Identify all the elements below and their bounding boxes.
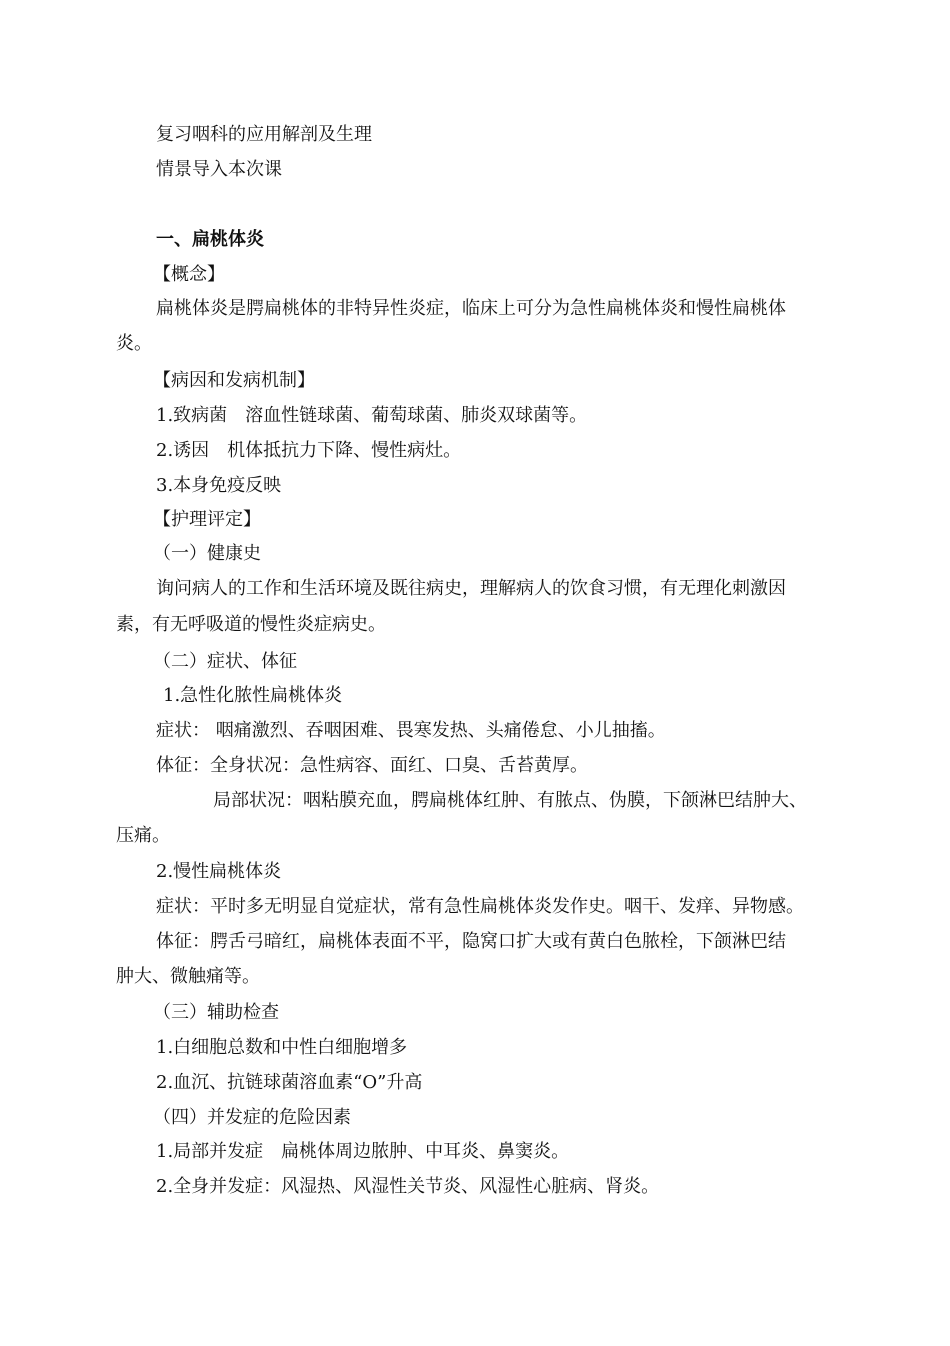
review-line: 复习咽科的应用解剖及生理: [156, 124, 372, 145]
etiology-label: 【病因和发病机制】: [153, 370, 315, 391]
complications-item-2: 2.全身并发症：风湿热、风湿性关节炎、风湿性心脏病、肾炎。: [156, 1176, 660, 1197]
etiology-item-2: 2.诱因 机体抵抗力下降、慢性病灶。: [156, 440, 462, 461]
acute-local: 局部状况：咽粘膜充血，腭扁桃体红肿、有脓点、伪膜，下颌淋巴结肿大、: [213, 790, 807, 811]
auxiliary-item-1: 1.白细胞总数和中性白细胞增多: [156, 1037, 408, 1058]
chronic-symptom: 症状：平时多无明显自觉症状，常有急性扁桃体炎发作史。咽干、发痒、异物感。: [156, 896, 804, 917]
complications-title: （四）并发症的危险因素: [153, 1107, 351, 1128]
lead-in-line: 情景导入本次课: [156, 159, 282, 180]
chronic-title: 2.慢性扁桃体炎: [156, 861, 282, 882]
auxiliary-title: （三）辅助检查: [153, 1002, 279, 1023]
section-heading: 一、扁桃体炎: [156, 229, 264, 250]
auxiliary-item-2: 2.血沉、抗链球菌溶血素“O”升高: [156, 1072, 423, 1093]
acute-title: 1.急性化脓性扁桃体炎: [163, 685, 343, 706]
symptoms-title: （二）症状、体征: [153, 651, 297, 672]
acute-symptom: 症状： 咽痛激烈、吞咽困难、畏寒发热、头痛倦怠、小儿抽搐。: [156, 720, 666, 741]
complications-item-1: 1.局部并发症 扁桃体周边脓肿、中耳炎、鼻窦炎。: [156, 1141, 570, 1162]
acute-sign: 体征：全身状况：急性病容、面红、口臭、舌苔黄厚。: [156, 755, 588, 776]
health-history-text-cont: 素，有无呼吸道的慢性炎症病史。: [116, 614, 386, 635]
concept-text: 扁桃体炎是腭扁桃体的非特异性炎症，临床上可分为急性扁桃体炎和慢性扁桃体: [156, 298, 786, 319]
health-history-text: 询问病人的工作和生活环境及既往病史，理解病人的饮食习惯，有无理化刺激因: [156, 578, 786, 599]
chronic-sign-cont: 肿大、微触痛等。: [116, 966, 260, 987]
etiology-item-3: 3.本身免疫反映: [156, 475, 282, 496]
health-history-title: （一）健康史: [153, 543, 261, 564]
acute-local-cont: 压痛。: [116, 825, 170, 846]
concept-label: 【概念】: [153, 264, 225, 285]
chronic-sign: 体征：腭舌弓暗红，扁桃体表面不平，隐窝口扩大或有黄白色脓栓，下颌淋巴结: [156, 931, 786, 952]
concept-text-cont: 炎。: [116, 333, 152, 354]
assessment-label: 【护理评定】: [153, 509, 261, 530]
etiology-item-1: 1.致病菌 溶血性链球菌、葡萄球菌、肺炎双球菌等。: [156, 405, 588, 426]
